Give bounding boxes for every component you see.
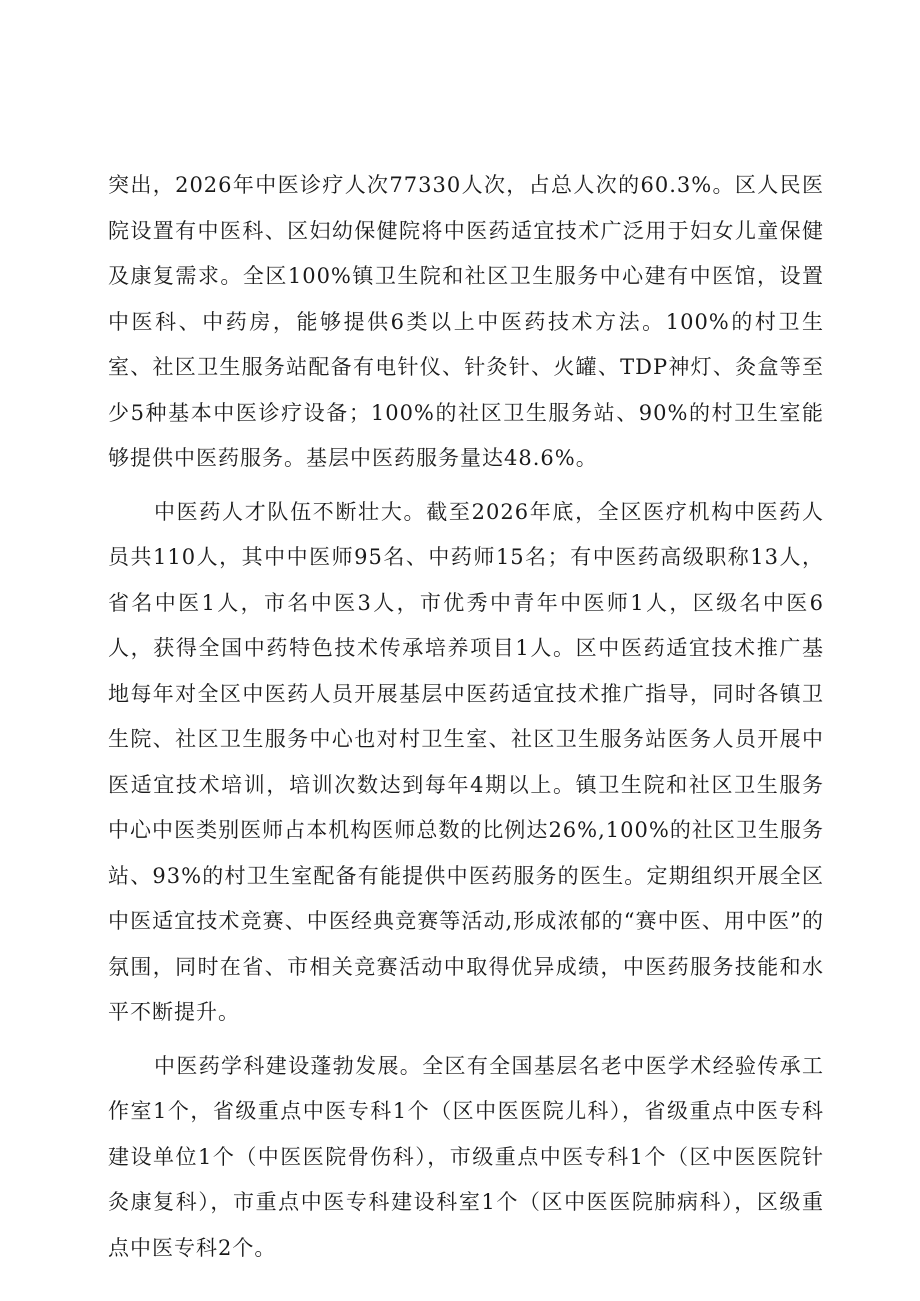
document-body — [108, 163, 824, 1271]
paragraph-discipline-building: 中医药学科建设蓬勃发展。全区有全国基层名老中医学术经验传承工作室1个，省级重点中医专科1个（区中医医院儿科），省级重点中医专科建设单位1个（中医医院骨伤科），市级重点中医专科1个（区中医医院针灸康复科），市重点中医专科建设科室1个（区中医医院肺病科），区级重点中医专科2个。 — [108, 1053, 824, 1260]
paragraph-talent-team: 中医药人才队伍不断壮大。截至2026年底，全区医疗机构中医药人员共110人，其中中医师95名、中药师15名；有中医药高级职称13人，省名中医1人，市名中医3人，市优秀中青年中医师1人，区级名中医6人，获得全国中药特色技术传承培养项目1人。区中医药适宜技术推广基地每年对全区中医药人员开展基层中医药适宜技术推广指导，同时各镇卫生院、社区卫生服务中心也对村卫生室、社区卫生服务站医务人员开展中医适宜技术培训，培训次数达到每年4期以上。镇卫生院和社区卫生服务中心中医类别医师占本机构医师总数的比例达26%,100%的社区卫生服务站、93%的村卫生室配备有能提供中医药服务的医生。定期组织开展全区中医适宜技术竞赛、中医经典竞赛等活动,形成浓郁的“赛中医、用中医”的氛围，同时在省、市相关竞赛活动中取得优异成绩，中医药服务技能和水平不断提升。 — [108, 499, 824, 1024]
paragraph-continuation: 突出，2026年中医诊疗人次77330人次，占总人次的60.3%。区人民医院设置有中医科、区妇幼保健院将中医药适宜技术广泛用于妇女儿童保健及康复需求。全区100%镇卫生院和社区卫生服务中心建有中医馆，设置中医科、中药房，能够提供6类以上中医药技术方法。100%的村卫生室、社区卫生服务站配备有电针仪、针灸针、火罐、TDP神灯、灸盒等至少5种基本中医诊疗设备；100%的社区卫生服务站、90%的村卫生室能够提供中医药服务。基层中医药服务量达48.6%。 — [108, 173, 824, 470]
